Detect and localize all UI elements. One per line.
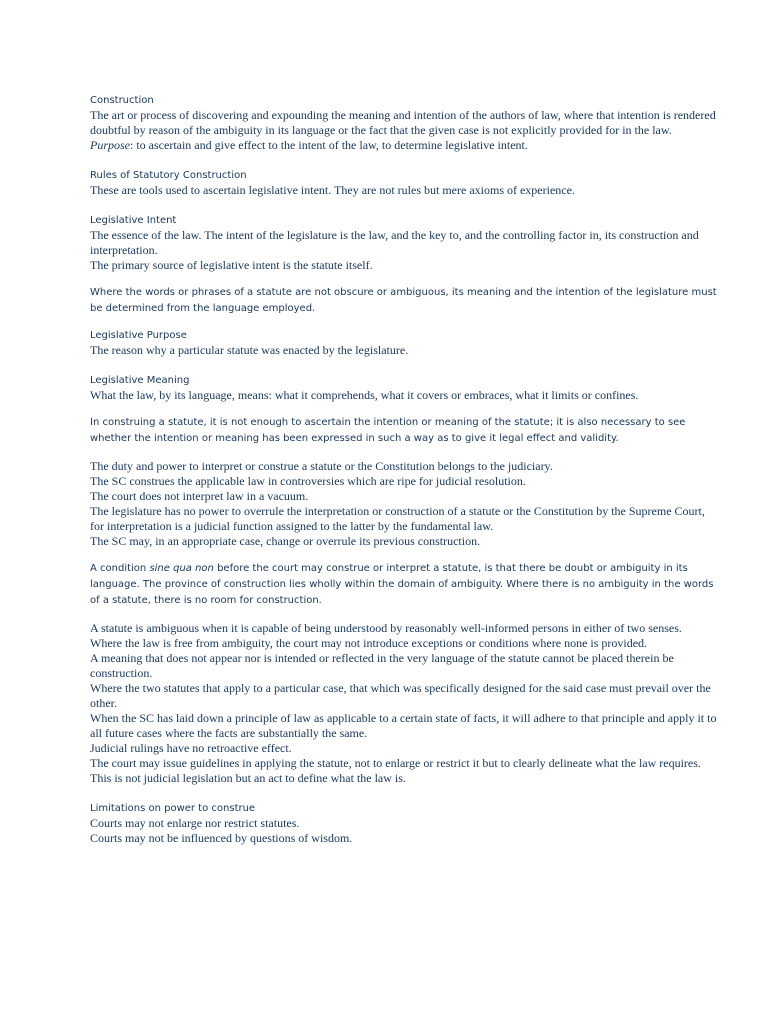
heading-legislative-meaning: Legislative Meaning	[90, 375, 190, 386]
construing-paragraph: In construing a statute, it is not enough to ascertain the intention or meaning of the statute; it is also necessary to see whether the intention or meaning has been expressed in such a way as to give it legal effect and validity.	[90, 417, 686, 444]
rules-text: These are tools used to ascertain legislative intent. They are not rules but mere axioms of experience.	[90, 183, 575, 197]
purpose-text: : to ascertain and give effect to the intent of the law, to determine legislative intent.	[130, 138, 528, 152]
heading-legislative-purpose: Legislative Purpose	[90, 330, 187, 341]
purpose-text-paragraph: The reason why a particular statute was enacted by the legislature.	[90, 343, 409, 357]
judiciary-line: The SC construes the applicable law in controversies which are ripe for judicial resolution.	[90, 474, 526, 488]
construction-purpose	[90, 138, 718, 153]
judiciary-line: The duty and power to interpret or construe a statute or the Constitution belongs to the judiciary.	[90, 459, 553, 473]
judiciary-line: The SC may, in an appropriate case, change or overrule its previous construction.	[90, 534, 481, 548]
limitations-line: Courts may not enlarge nor restrict statutes.	[90, 816, 300, 830]
intent-text-2: The primary source of legislative intent is the statute itself.	[90, 258, 373, 272]
heading-limitations: Limitations on power to construe	[90, 803, 256, 814]
heading-legislative-intent: Legislative Intent	[90, 215, 177, 226]
limitations-line: Courts may not be influenced by questions of wisdom.	[90, 831, 353, 845]
judiciary-line: The legislature has no power to overrule the interpretation or construction of a statute or the Constitution by the Supreme Court, for interpretation is a judicial function assigned to the latter by the fundamental law.	[90, 504, 705, 533]
ambiguity-line: A statute is ambiguous when it is capable of being understood by reasonably well-informed persons in either of two senses.	[90, 621, 682, 635]
plain-meaning-paragraph: Where the words or phrases of a statute are not obscure or ambiguous, its meaning and the intention of the legislature must be determined from the language employed.	[90, 287, 717, 314]
intent-text-1: The essence of the law. The intent of the legislature is the law, and the key to, and the controlling factor in, its construction and interpretation.	[90, 228, 699, 257]
construction-definition: The art or process of discovering and expounding the meaning and intention of the authors of law, where that intention is rendered doubtful by reason of the ambiguity in its language or the fact that the given case is not explicitly provided for in the law.	[90, 108, 716, 137]
meaning-text: What the law, by its language, means: what it comprehends, what it covers or embraces, what it limits or confines.	[90, 388, 639, 402]
condition-pre: A condition	[90, 563, 150, 574]
ambiguity-line: The court may issue guidelines in applying the statute, not to enlarge or restrict it but to clearly delineate what the law requires. This is not judicial legislation but an act to define what the law is.	[90, 756, 701, 785]
condition-paragraph	[90, 561, 718, 609]
heading-construction: Construction	[90, 95, 154, 106]
heading-rules: Rules of Statutory Construction	[90, 170, 247, 181]
ambiguity-line: Where the two statutes that apply to a particular case, that which was specifically designed for the said case must prevail over the other.	[90, 681, 711, 710]
ambiguity-line: A meaning that does not appear nor is intended or reflected in the very language of the statute cannot be placed therein be construction.	[90, 651, 674, 680]
condition-latin: sine qua non	[149, 563, 214, 574]
purpose-label: Purpose	[90, 138, 130, 152]
ambiguity-line: Where the law is free from ambiguity, the court may not introduce exceptions or conditions where none is provided.	[90, 636, 648, 650]
ambiguity-line: When the SC has laid down a principle of law as applicable to a certain state of facts, it will adhere to that principle and apply it to all future cases where the facts are substantially the same.	[90, 711, 717, 740]
judiciary-line: The court does not interpret law in a vacuum.	[90, 489, 309, 503]
condition-post: before the court may construe or interpret a statute, is that there be doubt or ambiguity in its language. The province of construction lies wholly within the domain of ambiguity. Where there is no ambiguity in the words of a statute, there is no room for construction.	[90, 563, 714, 606]
ambiguity-line: Judicial rulings have no retroactive effect.	[90, 741, 292, 755]
